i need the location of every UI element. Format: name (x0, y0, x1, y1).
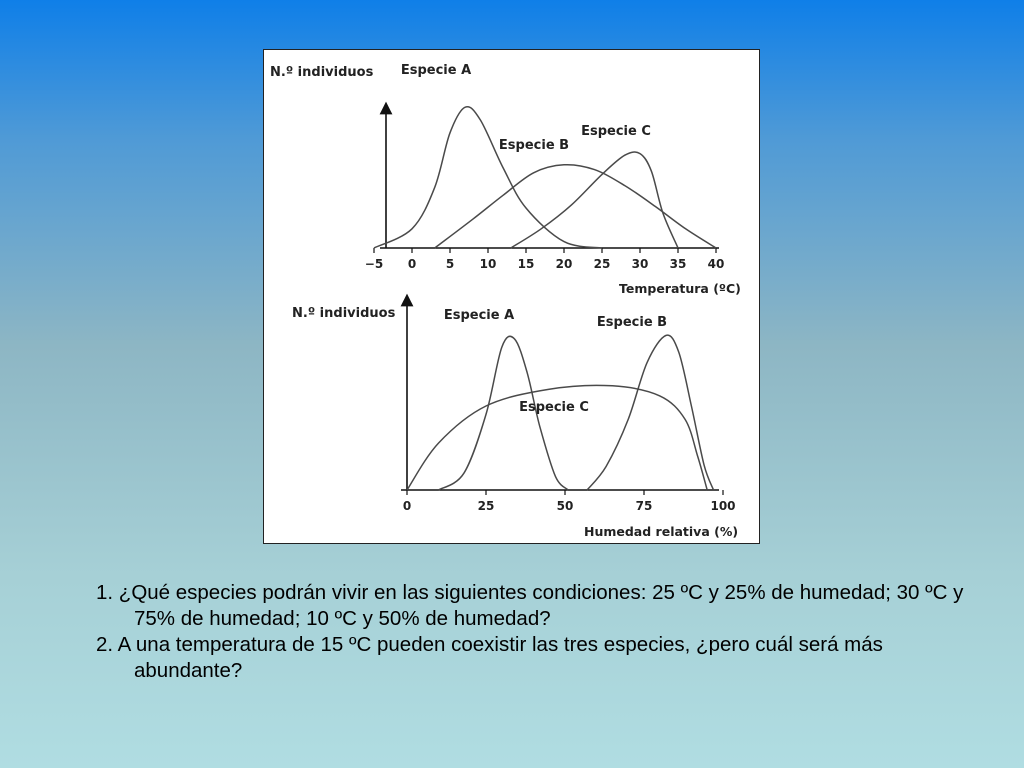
hum-tick-label: 25 (477, 499, 495, 513)
question-2: 2. A una temperatura de 15 ºC pueden coexistir las tres especies, ¿pero cuál será más abundante? (96, 633, 883, 682)
temp-tick-label: 35 (669, 257, 687, 271)
figure-panel (263, 49, 760, 544)
temp-tick-label: 40 (707, 257, 725, 271)
temp-x-label: Temperatura (ºC) (619, 281, 741, 296)
temp-tick-label: 20 (555, 257, 573, 271)
hum-tick-label: 75 (635, 499, 653, 513)
temp-series-label-especie-c: Especie C (581, 124, 651, 139)
questions-block (96, 580, 996, 684)
hum-x-label: Humedad relativa (%) (584, 524, 739, 539)
hum-series-label-especie-a: Especie A (443, 308, 515, 323)
temp-series-label-especie-b: Especie B (498, 138, 570, 153)
question-1: 1. ¿Qué especies podrán vivir en las siguientes condiciones: 25 ºC y 25% de humedad; 30 ºC y 75% de humedad; 10 ºC y 50% de humedad? (96, 581, 964, 630)
temp-tick-label: 0 (407, 257, 417, 271)
hum-y-label: N.º individuos (292, 306, 396, 321)
hum-series-label-especie-b: Especie B (596, 315, 668, 330)
temp-curve-especie-a (374, 107, 602, 248)
temp-tick-label: 30 (631, 257, 649, 271)
temp-y-label: N.º individuos (270, 65, 374, 80)
temp-tick-label: 15 (517, 257, 535, 271)
temp-curve-especie-b (435, 165, 716, 248)
temp-tick-label: 5 (445, 257, 455, 271)
hum-tick-label: 100 (710, 499, 736, 513)
temperature-chart (270, 63, 741, 296)
temp-tick-label: 10 (479, 257, 497, 271)
temp-series-label-especie-a: Especie A (400, 63, 472, 78)
temp-tick-label: −5 (364, 257, 384, 271)
charts-svg (264, 50, 761, 545)
temp-tick-label: 25 (593, 257, 611, 271)
humidity-chart (292, 300, 738, 539)
hum-tick-label: 0 (402, 499, 412, 513)
hum-tick-label: 50 (556, 499, 574, 513)
hum-curve-especie-b (587, 335, 713, 490)
hum-series-label-especie-c: Especie C (519, 400, 589, 415)
temp-curve-especie-c (511, 152, 678, 248)
